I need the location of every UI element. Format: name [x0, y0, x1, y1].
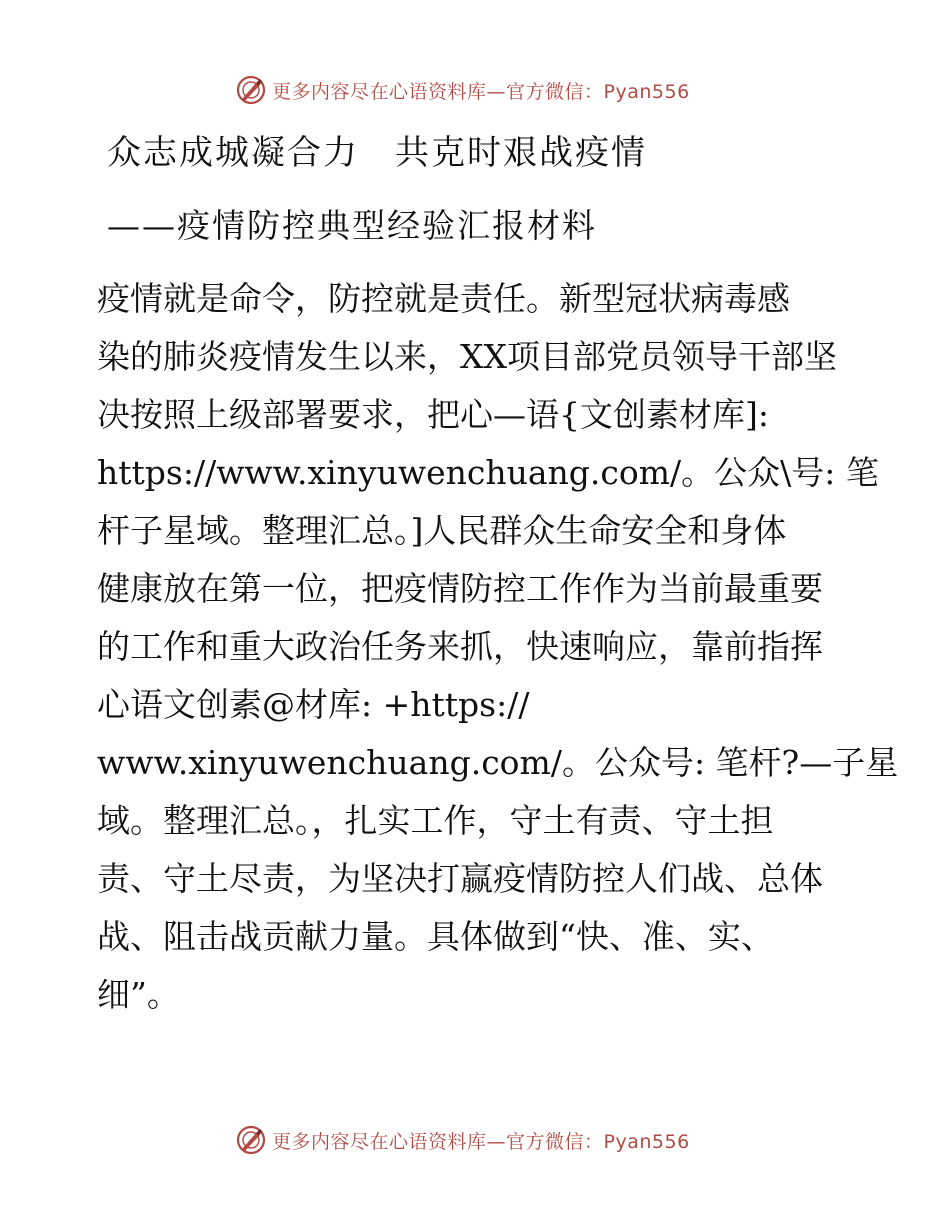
body-line: 决按照上级部署要求，把心—语{文创素材库]: [97, 395, 769, 434]
body-line: www.xinyuwenchuang.com/。公众号: 笔杆?—子星 [97, 743, 899, 782]
footer-banner-text: 更多内容尽在心语资料库—官方微信：Pyan556 [272, 1130, 690, 1153]
body-line: 心语文创素@材库: +https:// [97, 685, 530, 724]
body-line: 责、守土尽责，为坚决打赢疫情防控人们战、总体 [97, 859, 823, 898]
document-title: 众志成城凝合力 共克时艰战疫情 [107, 133, 647, 173]
body-line: 染的肺炎疫情发生以来，XX项目部党员领导干部坚 [97, 337, 837, 376]
body-line: 的工作和重大政治任务来抓，快速响应，靠前指挥 [97, 627, 823, 666]
body-line: 疫情就是命令，防控就是责任。新型冠状病毒感 [97, 279, 790, 318]
body-line: https://www.xinyuwenchuang.com/。公众\号: 笔 [97, 453, 879, 492]
footer-banner [236, 1123, 690, 1157]
pen-logo-icon [236, 75, 266, 105]
pen-logo-icon [236, 1125, 266, 1155]
body-line: 细”。 [97, 975, 180, 1014]
body-line: 域。整理汇总。，扎实工作，守土有责、守土担 [97, 801, 774, 840]
body-line: 健康放在第一位，把疫情防控工作作为当前最重要 [97, 569, 823, 608]
header-banner [236, 73, 690, 107]
header-banner-text: 更多内容尽在心语资料库—官方微信：Pyan556 [272, 80, 690, 103]
body-line: 杆子星域。整理汇总。]人民群众生命安全和身体 [97, 511, 787, 550]
document-subtitle: ——疫情防控典型经验汇报材料 [107, 206, 597, 245]
body-line: 战、阻击战贡献力量。具体做到“快、准、实、 [97, 917, 774, 956]
document-body [97, 270, 899, 1024]
